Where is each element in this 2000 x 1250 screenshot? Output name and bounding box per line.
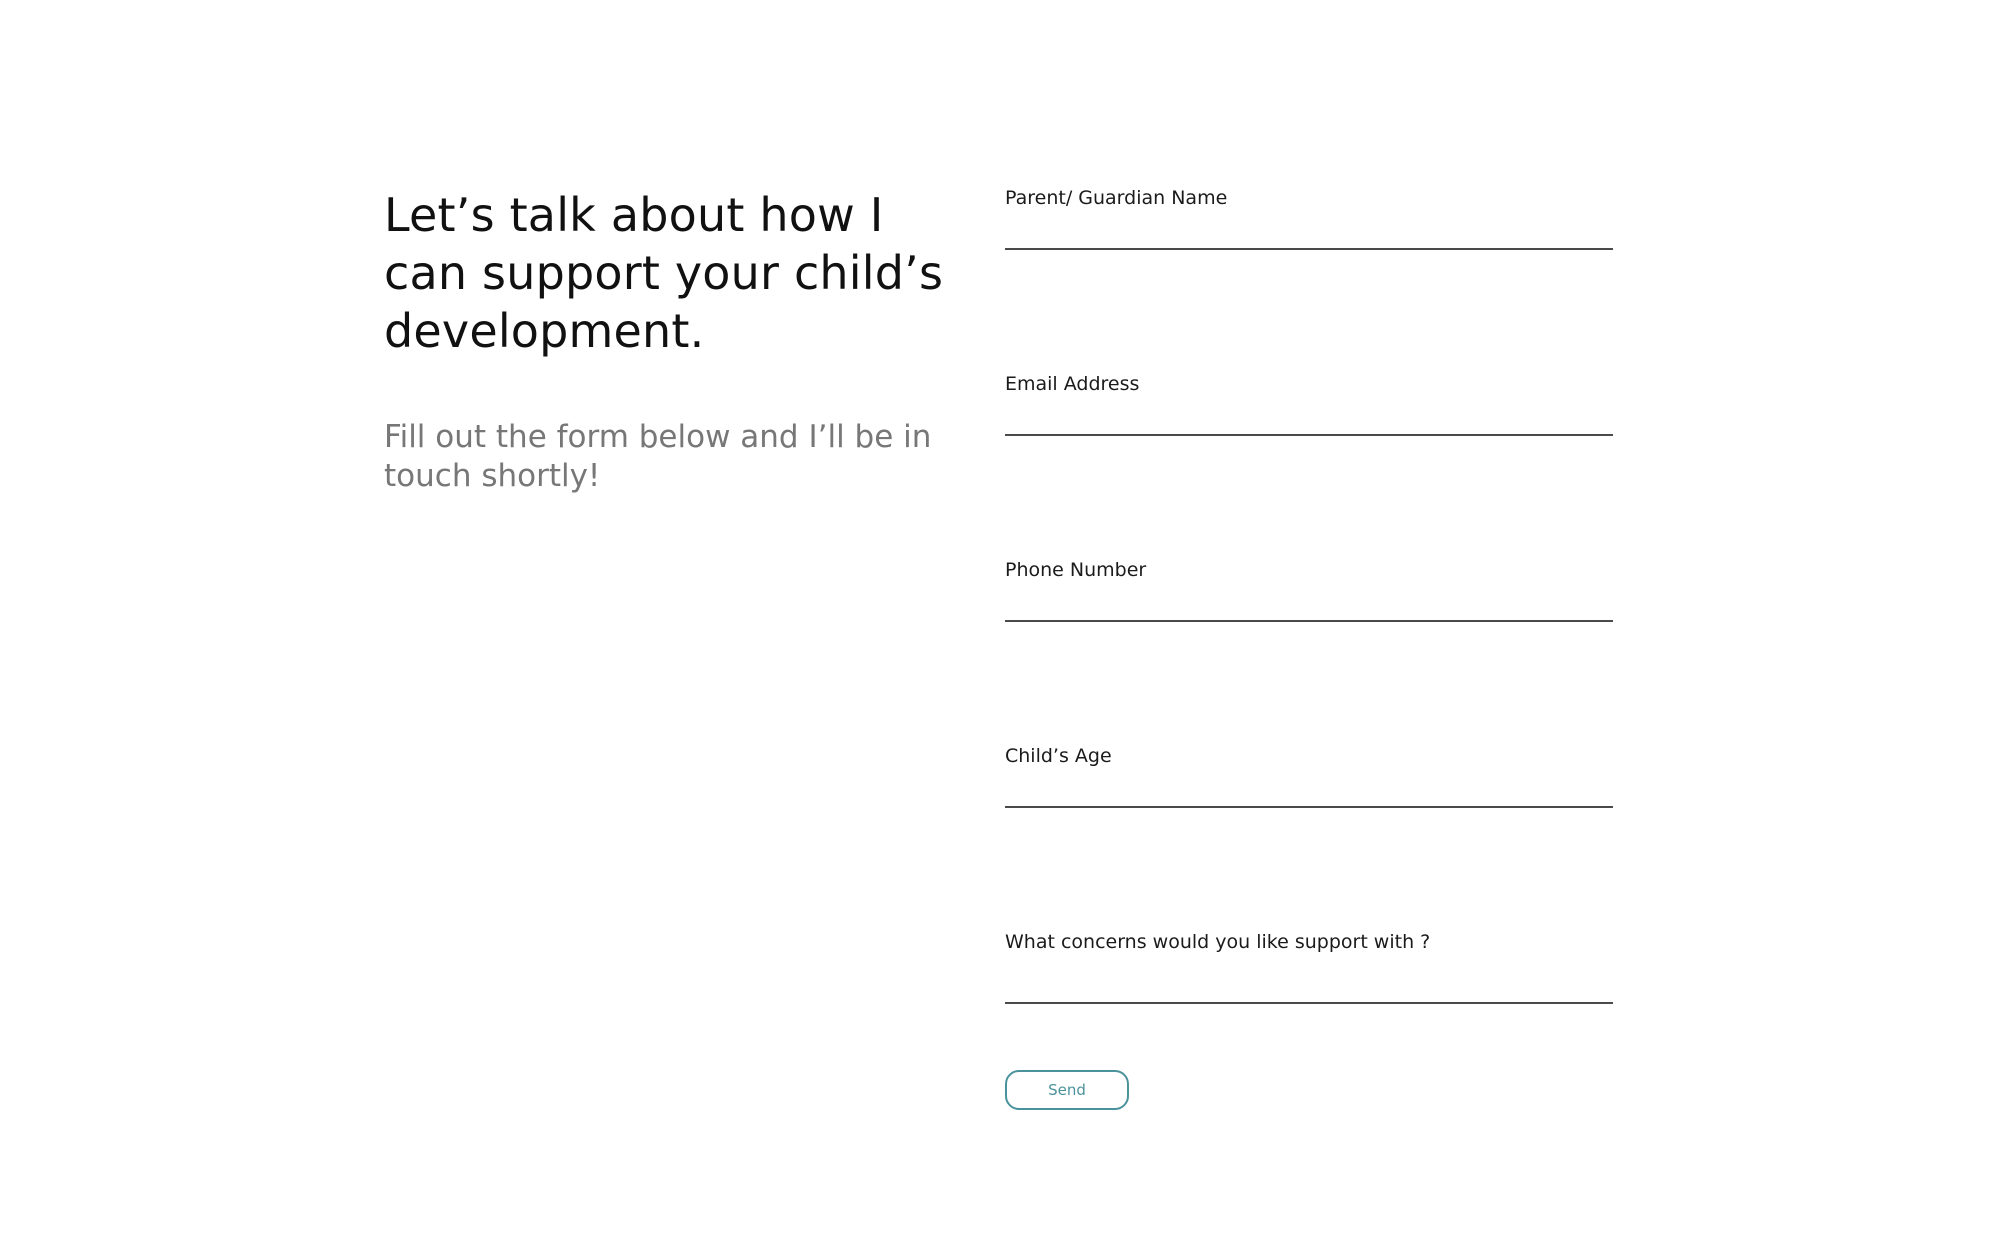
page-headline: Let’s talk about how I can support your child’s development. <box>384 188 944 358</box>
contact-form <box>1005 184 1613 1110</box>
phone-input[interactable] <box>1005 586 1613 622</box>
email-label: Email Address <box>1005 373 1140 395</box>
concerns-label: What concerns would you like support with ? <box>1005 931 1431 953</box>
child-age-field <box>1005 742 1613 832</box>
parent-name-input[interactable] <box>1005 214 1613 250</box>
concerns-input[interactable] <box>1005 968 1613 1004</box>
page-subline: Fill out the form below and I’ll be in touch shortly! <box>384 419 932 494</box>
concerns-field <box>1005 928 1613 1014</box>
send-button[interactable]: Send <box>1005 1070 1129 1110</box>
child-age-input[interactable] <box>1005 772 1613 808</box>
email-field <box>1005 370 1613 460</box>
child-age-label: Child’s Age <box>1005 745 1112 767</box>
phone-field <box>1005 556 1613 646</box>
phone-label: Phone Number <box>1005 559 1147 581</box>
parent-name-field <box>1005 184 1613 274</box>
parent-name-label: Parent/ Guardian Name <box>1005 187 1228 209</box>
intro-section <box>384 186 944 496</box>
email-input[interactable] <box>1005 400 1613 436</box>
